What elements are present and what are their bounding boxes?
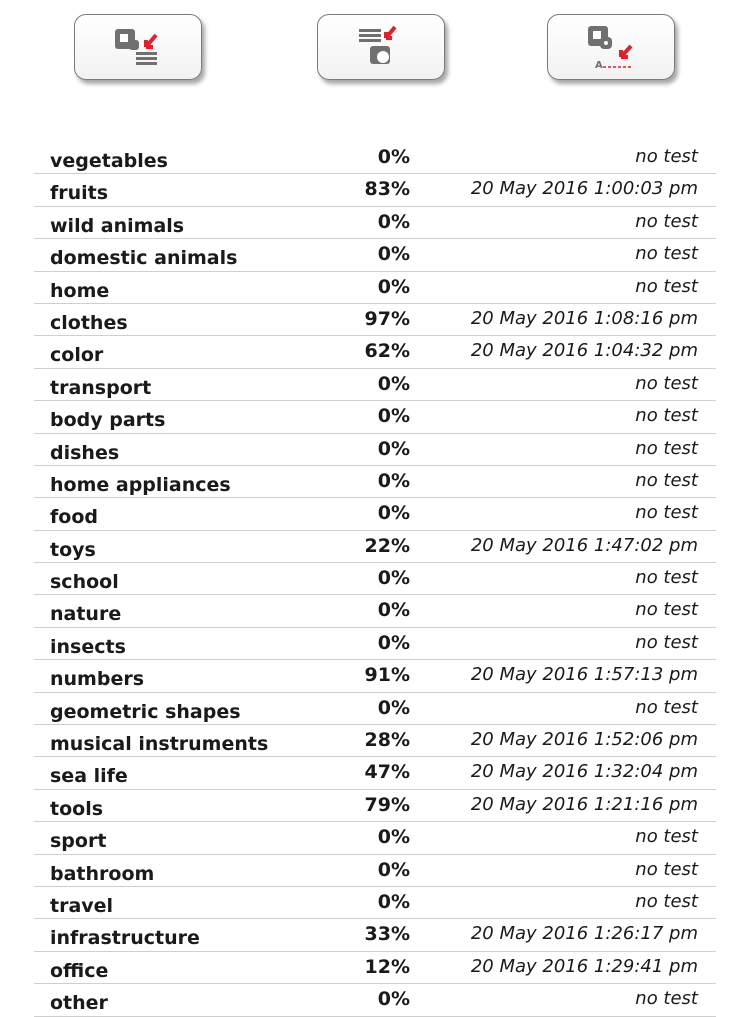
category-name: wild animals: [50, 214, 185, 237]
category-name: vegetables: [50, 150, 168, 172]
score-percent: 0%: [377, 146, 410, 168]
score-percent: 0%: [377, 631, 410, 654]
test-date: no test: [635, 502, 698, 524]
score-percent: 28%: [364, 729, 410, 752]
image-to-word-icon: [581, 22, 641, 72]
image-to-word-mode-button[interactable]: [547, 14, 675, 80]
table-row[interactable]: [34, 174, 716, 206]
category-name: office: [50, 959, 109, 982]
category-name: color: [50, 344, 104, 367]
score-percent: 47%: [364, 761, 410, 784]
score-percent: 79%: [364, 793, 410, 816]
image-to-text-icon: [108, 25, 168, 69]
test-date: no test: [635, 826, 698, 848]
category-name: tools: [50, 797, 104, 820]
category-name: musical instruments: [50, 733, 269, 756]
table-row[interactable]: [34, 434, 716, 466]
score-percent: 0%: [377, 469, 410, 492]
category-name: clothes: [50, 311, 128, 334]
score-percent: 0%: [377, 858, 410, 881]
table-row[interactable]: [34, 142, 716, 174]
score-percent: 0%: [377, 696, 410, 719]
test-date: no test: [635, 405, 698, 427]
score-percent: 0%: [377, 372, 410, 395]
test-date: 20 May 2016 1:57:13 pm: [470, 664, 698, 686]
test-date: no test: [635, 243, 698, 265]
text-to-image-mode-button[interactable]: [317, 14, 445, 80]
test-date: no test: [635, 275, 698, 297]
test-date: no test: [635, 146, 698, 167]
score-percent: 0%: [377, 599, 410, 622]
score-percent: 97%: [364, 307, 410, 330]
table-row[interactable]: [34, 855, 716, 887]
test-date: no test: [635, 599, 698, 621]
table-row[interactable]: [34, 952, 716, 984]
category-name: toys: [50, 538, 96, 561]
category-name: transport: [50, 376, 152, 399]
score-percent: 62%: [364, 340, 410, 363]
category-name: home appliances: [50, 473, 231, 496]
score-percent: 0%: [377, 243, 410, 266]
category-name: numbers: [50, 668, 145, 691]
icon-caption: A: [595, 60, 603, 71]
table-row[interactable]: [34, 693, 716, 725]
table-row[interactable]: [34, 563, 716, 595]
test-date: no test: [635, 567, 698, 589]
table-row[interactable]: [34, 822, 716, 854]
test-date: 20 May 2016 1:21:16 pm: [470, 793, 698, 815]
score-percent: 33%: [364, 923, 410, 946]
score-percent: 83%: [364, 178, 410, 201]
category-name: body parts: [50, 409, 166, 432]
test-date: no test: [635, 372, 698, 394]
table-row[interactable]: [34, 984, 716, 1016]
test-date: no test: [635, 858, 698, 880]
table-row[interactable]: [34, 887, 716, 919]
score-percent: 0%: [377, 437, 410, 460]
text-to-image-icon: [351, 25, 411, 69]
table-row[interactable]: [34, 401, 716, 433]
category-name: travel: [50, 894, 114, 917]
table-row[interactable]: [34, 207, 716, 239]
test-date: 20 May 2016 1:29:41 pm: [470, 955, 698, 977]
category-name: sea life: [50, 765, 128, 788]
category-name: bathroom: [50, 862, 155, 885]
test-date: 20 May 2016 1:52:06 pm: [470, 729, 698, 751]
category-name: geometric shapes: [50, 700, 241, 723]
test-date: 20 May 2016 1:47:02 pm: [470, 534, 698, 556]
table-row[interactable]: [34, 660, 716, 692]
image-to-text-mode-button[interactable]: [74, 14, 202, 80]
table-row[interactable]: [34, 757, 716, 789]
test-date: no test: [635, 890, 698, 912]
test-date: no test: [635, 210, 698, 232]
category-name: dishes: [50, 441, 120, 464]
table-row[interactable]: [34, 239, 716, 271]
results-table: [34, 142, 716, 1017]
score-percent: 0%: [377, 988, 410, 1011]
score-percent: 0%: [377, 826, 410, 849]
score-percent: 0%: [377, 405, 410, 428]
table-row[interactable]: [34, 466, 716, 498]
score-percent: 0%: [377, 210, 410, 233]
score-percent: 0%: [377, 275, 410, 298]
category-name: fruits: [50, 182, 109, 205]
table-row[interactable]: [34, 531, 716, 563]
table-row[interactable]: [34, 369, 716, 401]
category-name: nature: [50, 603, 122, 626]
category-name: sport: [50, 830, 107, 853]
score-percent: 22%: [364, 534, 410, 557]
score-percent: 12%: [364, 955, 410, 978]
test-date: 20 May 2016 1:04:32 pm: [470, 340, 698, 362]
score-percent: 0%: [377, 567, 410, 590]
test-date: no test: [635, 631, 698, 653]
test-date: no test: [635, 437, 698, 459]
test-date: 20 May 2016 1:08:16 pm: [470, 307, 698, 329]
category-name: home: [50, 279, 110, 302]
test-date: no test: [635, 696, 698, 718]
table-row[interactable]: [34, 790, 716, 822]
category-name: other: [50, 992, 108, 1015]
test-date: 20 May 2016 1:32:04 pm: [470, 761, 698, 783]
category-name: food: [50, 506, 98, 529]
table-row[interactable]: [34, 919, 716, 951]
category-name: school: [50, 571, 119, 594]
category-name: infrastructure: [50, 927, 200, 950]
table-row[interactable]: [34, 336, 716, 368]
table-row[interactable]: [34, 595, 716, 627]
category-name: insects: [50, 635, 126, 658]
score-percent: 0%: [377, 890, 410, 913]
category-name: domestic animals: [50, 247, 238, 270]
score-percent: 0%: [377, 502, 410, 525]
test-date: 20 May 2016 1:26:17 pm: [470, 923, 698, 945]
test-date: no test: [635, 469, 698, 491]
table-row[interactable]: [34, 304, 716, 336]
table-row[interactable]: [34, 272, 716, 304]
table-row[interactable]: [34, 628, 716, 660]
test-date: no test: [635, 988, 698, 1010]
score-percent: 91%: [364, 664, 410, 687]
table-row[interactable]: [34, 725, 716, 757]
test-date: 20 May 2016 1:00:03 pm: [470, 178, 698, 200]
table-row[interactable]: [34, 498, 716, 530]
